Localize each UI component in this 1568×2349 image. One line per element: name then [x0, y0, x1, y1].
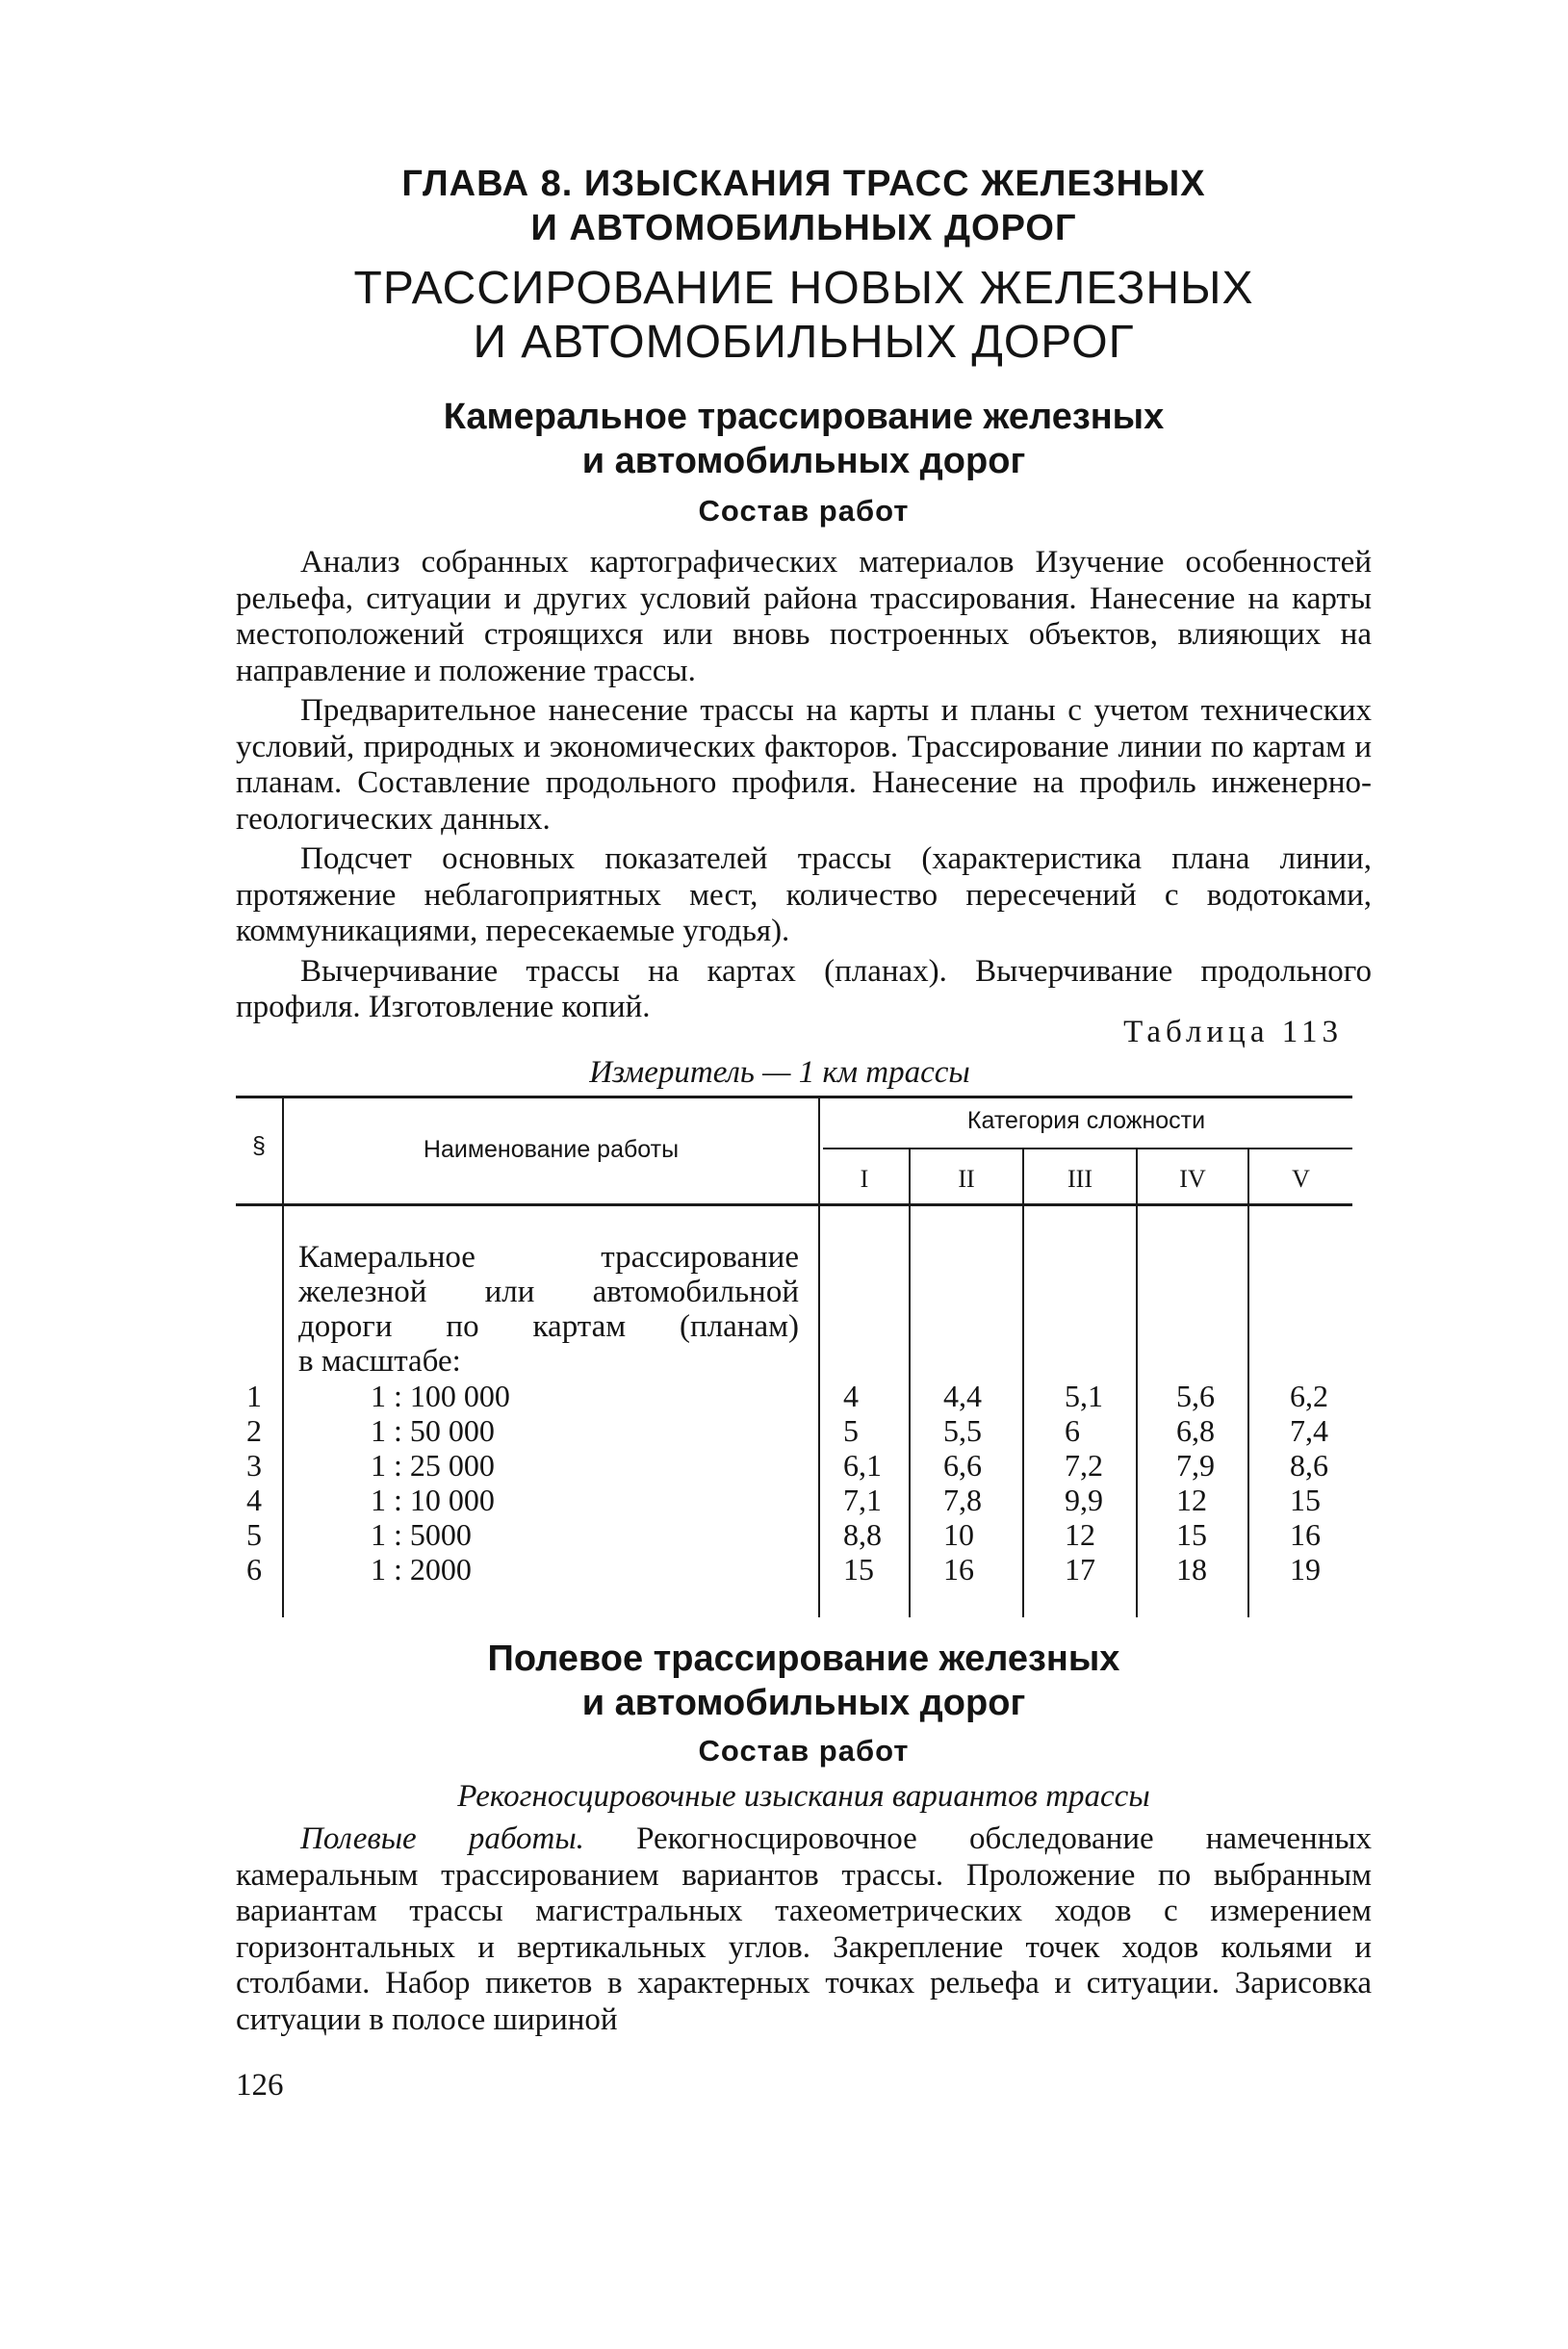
section-title [236, 262, 1372, 370]
row-value: 6,8 [1176, 1413, 1215, 1448]
header-work-name: Наименование работы [423, 1136, 680, 1163]
row-scale: 1 : 25 000 [371, 1448, 495, 1483]
row-value: 4 [843, 1379, 859, 1413]
office-paragraph: Предварительное нанесение трассы на карты и планы с учетом технических условий, природных и экономических факторов. Трассирование линии по картам и планам. Составление продольного профиля. Нанесение на профиль инженерно-геологических данных. [236, 693, 1372, 837]
office-subheading: Состав работ [698, 494, 910, 528]
header-category: II [958, 1165, 975, 1193]
table-top-rule [236, 1096, 1352, 1098]
header-category-group: Категория сложности [966, 1107, 1206, 1134]
row-value: 5,5 [943, 1413, 982, 1448]
row-number: 5 [246, 1517, 262, 1552]
row-number: 6 [246, 1552, 262, 1587]
row-scale: 1 : 100 000 [371, 1379, 510, 1413]
office-heading-line: и автомобильных дорог [581, 441, 1026, 481]
field-italic-heading: Рекогносцировочные изыскания вариантов трассы [457, 1779, 1150, 1814]
row-number: 2 [246, 1413, 262, 1448]
row-value: 6 [1065, 1413, 1080, 1448]
row-scale: 1 : 50 000 [371, 1413, 495, 1448]
row-value: 7,4 [1290, 1413, 1328, 1448]
header-category: III [1067, 1165, 1092, 1193]
row-value: 4,4 [943, 1379, 982, 1413]
field-subheading: Состав работ [698, 1734, 910, 1768]
row-value: 17 [1065, 1552, 1095, 1587]
table-group-rule [823, 1148, 1352, 1149]
row-value: 5,1 [1065, 1379, 1103, 1413]
table-col-rule [1136, 1149, 1138, 1617]
table-col-rule [909, 1149, 911, 1617]
row-number: 4 [246, 1483, 262, 1517]
office-paragraph: Подсчет основных показателей трассы (характеристика плана линии, протяжение неблагоприятных мест, количество пересечений с водотоками, коммуникациями, пересекаемые угодья). [236, 841, 1372, 948]
table-intro-line: Камеральное трассирование [298, 1240, 799, 1275]
row-value: 5,6 [1176, 1379, 1215, 1413]
table-col-rule [282, 1097, 284, 1617]
row-value: 7,9 [1176, 1448, 1215, 1483]
row-number: 3 [246, 1448, 262, 1483]
table-intro-line: в масштабе: [298, 1344, 461, 1379]
chapter-heading-line: И АВТОМОБИЛЬНЫХ ДОРОГ [530, 208, 1077, 248]
row-value: 6,1 [843, 1448, 882, 1483]
row-value: 5 [843, 1413, 859, 1448]
table-intro [298, 1240, 799, 1379]
row-value: 10 [943, 1517, 974, 1552]
row-scale: 1 : 2000 [371, 1552, 472, 1587]
row-value: 16 [1290, 1517, 1321, 1552]
table-caption: Таблица 113 [1123, 1015, 1343, 1049]
table-intro-line: дороги по картам (планам) [298, 1309, 799, 1344]
row-value: 15 [843, 1552, 874, 1587]
row-value: 12 [1065, 1517, 1095, 1552]
table-col-rule [1247, 1149, 1249, 1617]
row-value: 7,1 [843, 1483, 882, 1517]
row-value: 16 [943, 1552, 974, 1587]
row-number: 1 [246, 1379, 262, 1413]
row-value: 15 [1290, 1483, 1321, 1517]
row-value: 6,6 [943, 1448, 982, 1483]
header-category: V [1292, 1165, 1310, 1193]
row-scale: 1 : 5000 [371, 1517, 472, 1552]
office-heading [236, 395, 1372, 483]
field-text [236, 1821, 1372, 2038]
table-intro-line: железной или автомобильной [298, 1275, 799, 1309]
office-paragraph: Вычерчивание трассы на картах (планах). Вычерчивание продольного профиля. Изготовление копий. [236, 953, 1372, 1024]
table-header-rule [236, 1203, 1352, 1206]
row-value: 6,2 [1290, 1379, 1328, 1413]
header-category: IV [1179, 1165, 1206, 1193]
row-value: 8,6 [1290, 1448, 1328, 1483]
table-unit: Измеритель — 1 км трассы [589, 1055, 970, 1090]
row-value: 7,2 [1065, 1448, 1103, 1483]
page-number: 126 [236, 2068, 284, 2103]
row-value: 7,8 [943, 1483, 982, 1517]
field-heading-line: и автомобильных дорог [581, 1683, 1026, 1723]
section-title-line: И АВТОМОБИЛЬНЫХ ДОРОГ [473, 317, 1135, 368]
office-heading-line: Камеральное трассирование железных [443, 397, 1165, 437]
office-text [236, 545, 1372, 1026]
row-value: 12 [1176, 1483, 1207, 1517]
row-scale: 1 : 10 000 [371, 1483, 495, 1517]
field-lead: Полевые работы. [300, 1821, 584, 1856]
section-title-line: ТРАССИРОВАНИЕ НОВЫХ ЖЕЛЕЗНЫХ [353, 263, 1254, 314]
row-value: 18 [1176, 1552, 1207, 1587]
header-number: § [252, 1132, 266, 1159]
table-col-rule [1022, 1149, 1024, 1617]
field-heading [236, 1637, 1372, 1725]
row-value: 9,9 [1065, 1483, 1103, 1517]
row-value: 15 [1176, 1517, 1207, 1552]
field-paragraph [236, 1821, 1372, 2038]
row-value: 19 [1290, 1552, 1321, 1587]
chapter-heading-line: ГЛАВА 8. ИЗЫСКАНИЯ ТРАСС ЖЕЛЕЗНЫХ [401, 164, 1206, 204]
header-category: I [860, 1165, 869, 1193]
field-paragraph-text: Рекогносцировочное обследование намеченных камеральным трассированием вариантов трассы. Проложение по выбранным вариантам трассы магистральных тахеометрических ходов с измерением горизонтальных и вертикальных углов. Закрепление точек ходов кольями и столбами. Набор пикетов в характерных точках рельефа и ситуации. Зарисовка ситуации в полосе шириной [236, 1821, 1373, 2037]
chapter-heading [236, 162, 1372, 250]
office-paragraph: Анализ собранных картографических материалов Изучение особенностей рельефа, ситуации и других условий района трассирования. Нанесение на карты местоположений строящихся или вновь построенных объектов, влияющих на направление и положение трассы. [236, 545, 1372, 688]
field-heading-line: Полевое трассирование железных [487, 1639, 1120, 1679]
row-value: 8,8 [843, 1517, 882, 1552]
